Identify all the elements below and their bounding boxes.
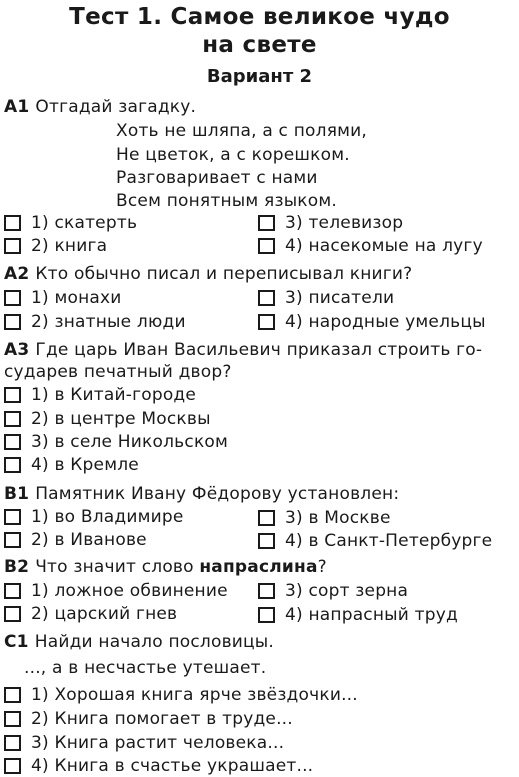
checkbox[interactable] [4,532,21,548]
option-label: 3) писатели [285,288,395,308]
checkbox[interactable] [4,411,21,427]
question-text: Найди начало пословицы. [34,632,275,652]
checkbox[interactable] [4,606,21,622]
checkbox[interactable] [4,238,21,254]
checkbox[interactable] [4,583,21,599]
title-line-1: Тест 1. Самое великое чудо [69,4,450,30]
checkbox[interactable] [4,758,21,774]
question-number: A1 [4,97,30,117]
keyword: напраслина [199,557,318,577]
question-number: B1 [4,484,30,504]
question-a3 [4,340,482,360]
question-a2 [4,264,412,284]
answer-option[interactable] [4,530,147,550]
option-label: 2) книга [31,236,108,256]
checkbox[interactable] [258,533,275,549]
question-number: A2 [4,264,30,284]
answer-option[interactable] [4,236,107,256]
question-text-cont: сударев печатный двор? [4,362,232,382]
checkbox[interactable] [258,290,275,306]
answer-option[interactable] [4,288,122,308]
checkbox[interactable] [4,387,21,403]
answer-option[interactable] [258,605,458,625]
question-number: A3 [4,340,30,360]
option-label: 4) в Санкт-Петербурге [285,531,493,551]
question-b1 [4,484,399,504]
checkbox[interactable] [258,510,275,526]
option-label: 3) сорт зерна [285,581,409,601]
question-c1 [4,632,274,652]
option-label: 1) во Владимире [31,507,184,527]
option-label: 4) насекомые на лугу [285,236,483,256]
question-text: Кто обычно писал и переписывал книги? [35,264,413,284]
answer-option[interactable] [258,236,483,256]
answer-option[interactable] [258,508,391,528]
checkbox[interactable] [4,687,21,703]
question-text: Где царь Иван Васильевич приказал строить го- [35,340,483,360]
answer-option[interactable] [4,581,228,601]
answer-option[interactable] [4,455,139,475]
title-line-2: на свете [202,32,317,58]
answer-option[interactable] [4,685,358,705]
variant-label: Вариант 2 [206,66,313,87]
checkbox[interactable] [4,509,21,525]
checkbox[interactable] [258,314,275,330]
option-label: 3) телевизор [285,213,404,233]
checkbox[interactable] [4,290,21,306]
checkbox[interactable] [4,215,21,231]
answer-option[interactable] [4,409,211,429]
checkbox[interactable] [258,583,275,599]
answer-option[interactable] [4,312,186,332]
checkbox[interactable] [258,238,275,254]
poem-line: Разговаривает с нами [116,168,318,188]
answer-option[interactable] [258,581,408,601]
option-label: 4) в Кремле [31,455,139,475]
option-label: 2) царский гнев [31,604,178,624]
option-label: 3) в Москве [285,508,391,528]
option-label: 4) Книга в счастье украшает... [31,756,314,776]
option-label: 1) Хорошая книга ярче звёздочки... [31,685,358,705]
proverb-ending: ..., а в несчастье утешает. [24,658,267,678]
checkbox[interactable] [258,607,275,623]
option-label: 1) монахи [31,288,122,308]
answer-option[interactable] [258,288,394,308]
question-text: Что значит слово [35,557,200,577]
option-label: 1) ложное обвинение [31,581,228,601]
poem-line: Хоть не шляпа, а с полями, [116,121,367,141]
answer-option[interactable] [4,604,177,624]
checkbox[interactable] [4,314,21,330]
option-label: 2) знатные люди [31,312,186,332]
poem-line: Всем понятным языком. [116,191,338,211]
question-b2 [4,557,327,577]
question-text-end: ? [317,557,327,577]
answer-option[interactable] [4,213,137,233]
option-label: 4) народные умельцы [285,312,486,332]
option-label: 4) напрасный труд [285,605,458,625]
option-label: 1) в Китай-городе [31,385,197,405]
answer-option[interactable] [4,709,293,729]
checkbox[interactable] [258,215,275,231]
checkbox[interactable] [4,457,21,473]
option-label: 2) Книга помогает в труде... [31,709,293,729]
answer-option[interactable] [4,432,228,452]
checkbox[interactable] [4,434,21,450]
answer-option[interactable] [4,756,313,776]
option-label: 2) в Иванове [31,530,147,550]
option-label: 3) Книга растит человека... [31,733,285,753]
answer-option[interactable] [258,213,403,233]
answer-option[interactable] [4,507,184,527]
question-text: Отгадай загадку. [35,97,197,117]
answer-option[interactable] [4,385,196,405]
option-label: 3) в селе Никольском [31,432,229,452]
question-a1 [4,97,196,117]
question-text: Памятник Ивану Фёдорову установлен: [35,484,400,504]
answer-option[interactable] [258,531,492,551]
question-number: B2 [4,557,30,577]
answer-option[interactable] [4,733,284,753]
question-number: C1 [4,632,29,652]
checkbox[interactable] [4,711,21,727]
option-label: 1) скатерть [31,213,138,233]
option-label: 2) в центре Москвы [31,409,211,429]
poem-line: Не цветок, а с корешком. [116,145,350,165]
answer-option[interactable] [258,312,486,332]
checkbox[interactable] [4,735,21,751]
